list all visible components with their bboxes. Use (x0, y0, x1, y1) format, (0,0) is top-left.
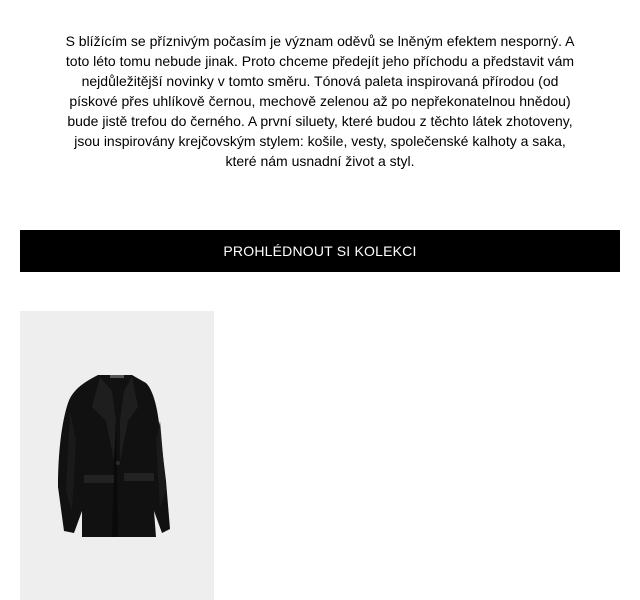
product-card[interactable] (20, 311, 214, 600)
blazer-image (20, 311, 214, 600)
intro-paragraph: S blížícím se příznivým počasím je význam oděvů se lněným efektem nesporný. A toto léto tomu nebude jinak. Proto chceme předejít jeho příchodu a představit vám nejdůležitější novinky v tomto směru. Tónová paleta inspirovaná přírodou (od pískové přes uhlíkově černou, mechově zelenou až po nepřekonatelnou hnědou) bude jistě trefou do černého. A první siluety, které budou z těchto látek zhotoveny, jsou inspirovány krejčovským stylem: košile, vesty, společenské kalhoty a saka, které nám usnadní život a styl. (65, 33, 575, 169)
view-collection-button[interactable]: PROHLÉDNOUT SI KOLEKCI (20, 230, 620, 272)
